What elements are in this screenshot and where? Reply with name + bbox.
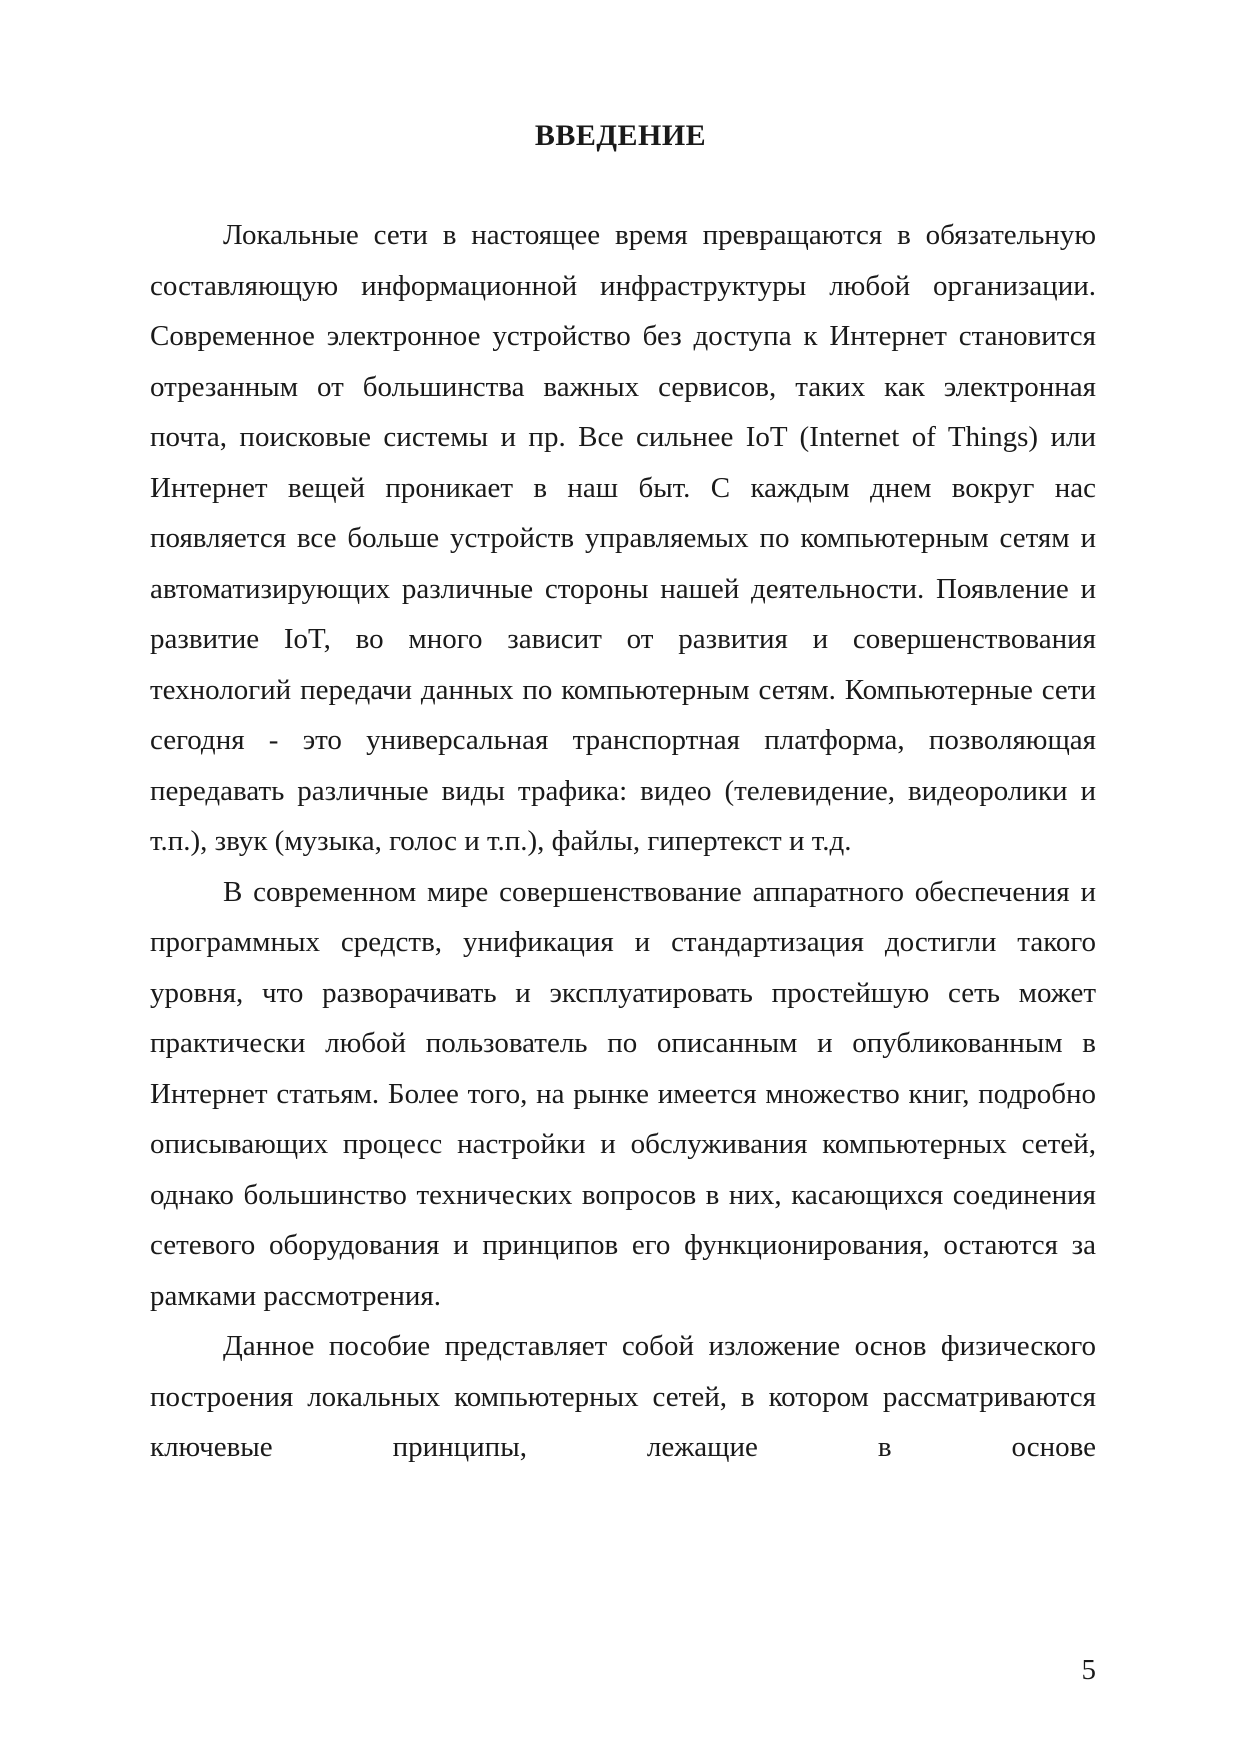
paragraph-2: В современном мире совершенствование аппаратного обеспечения и программных средств, унификация и стандартизация достигли такого уровня, что разворачивать и эксплуатировать простейшую сеть может практически любой пользователь по описанным и опубликованным в Интернет статьям. Более того, на рынке имеется множество книг, подробно описывающих процесс настройки и обслуживания компьютерных сетей, однако большинство технических вопросов в них, касающихся соединения сетевого оборудования и принципов его функционирования, остаются за рамками рассмотрения. bbox=[150, 875, 1096, 1312]
section-title: ВВЕДЕНИЕ bbox=[534, 119, 707, 152]
body-text bbox=[150, 210, 1096, 1473]
paragraph-1: Локальные сети в настоящее время превращаются в обязательную составляющую информационной инфраструктуры любой организации. Современное электронное устройство без доступа к Интернет становится отрезанным от большинства важных сервисов, таких как электронная почта, поисковые системы и пр. Все сильнее IoT (Internet of Things) или Интернет вещей проникает в наш быт. С каждым днем вокруг нас появляется все больше устройств управляемых по компьютерным сетям и автоматизирующих различные стороны нашей деятельности. Появление и развитие IoT, во много зависит от развития и совершенствования технологий передачи данных по компьютерным сетям. Компьютерные сети сегодня - это универсальная транспортная платформа, позволяющая передавать различные виды трафика: видео (телевидение, видеоролики и т.п.), звук (музыка, голос и т.п.), файлы, гипертекст и т.д. bbox=[150, 219, 1096, 857]
paragraph-3: Данное пособие представляет собой изложение основ физического построения локальных компьютерных сетей, в котором рассматриваются ключевые принципы, лежащие в основе bbox=[150, 1330, 1096, 1463]
page-number: 5 bbox=[1081, 1654, 1096, 1686]
